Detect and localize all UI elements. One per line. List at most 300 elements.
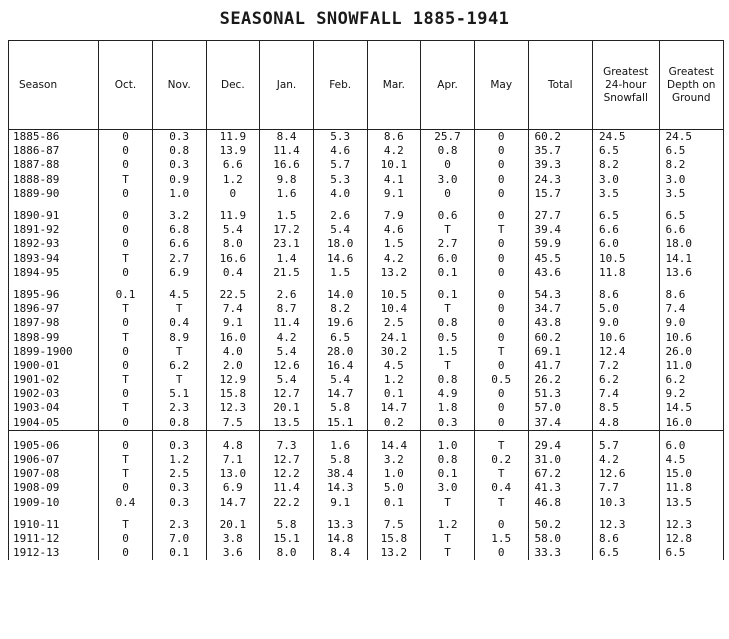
table-row	[9, 453, 724, 467]
cell-greatest-24-hour: 10.3	[592, 496, 659, 510]
cell-total: 51.3	[528, 387, 592, 401]
cell-mar: 13.2	[367, 546, 421, 560]
cell-season: 1895-96	[9, 288, 99, 302]
cell-greatest-depth: 6.5	[659, 209, 724, 223]
spacer-cell	[9, 201, 99, 209]
cell-oct: 0	[99, 359, 153, 373]
spacer-cell	[99, 201, 153, 209]
spacer-cell	[421, 510, 475, 518]
cell-nov: 0.8	[152, 144, 206, 158]
cell-nov: 6.2	[152, 359, 206, 373]
header-greatest-24-line2: 24-hour	[605, 78, 647, 91]
header-depth-line1: Greatest	[668, 65, 714, 78]
cell-may: 0	[474, 330, 528, 344]
spacer-cell	[99, 430, 153, 439]
cell-nov: 0.9	[152, 173, 206, 187]
cell-may: 0	[474, 158, 528, 172]
cell-nov: 2.7	[152, 252, 206, 266]
cell-total: 54.3	[528, 288, 592, 302]
cell-jan: 13.5	[260, 416, 314, 431]
cell-season: 1886-87	[9, 144, 99, 158]
cell-total: 58.0	[528, 532, 592, 546]
spacer-cell	[313, 430, 367, 439]
table-row	[9, 252, 724, 266]
cell-jan: 8.4	[260, 130, 314, 145]
cell-nov: 0.3	[152, 158, 206, 172]
cell-greatest-24-hour: 3.0	[592, 173, 659, 187]
cell-apr: 2.7	[421, 237, 475, 251]
cell-jan: 16.6	[260, 158, 314, 172]
cell-jan: 5.4	[260, 345, 314, 359]
cell-apr: 3.0	[421, 481, 475, 495]
cell-greatest-24-hour: 5.7	[592, 439, 659, 453]
cell-greatest-depth: 12.3	[659, 518, 724, 532]
header-greatest-24-hour	[592, 41, 659, 130]
cell-apr: T	[421, 532, 475, 546]
spacer-cell	[260, 510, 314, 518]
cell-greatest-24-hour: 12.4	[592, 345, 659, 359]
cell-feb: 16.4	[313, 359, 367, 373]
cell-total: 39.3	[528, 158, 592, 172]
cell-may: 0.2	[474, 453, 528, 467]
cell-total: 35.7	[528, 144, 592, 158]
cell-feb: 5.7	[313, 158, 367, 172]
cell-greatest-24-hour: 8.2	[592, 158, 659, 172]
cell-jan: 2.6	[260, 288, 314, 302]
cell-mar: 1.0	[367, 467, 421, 481]
cell-apr: 1.5	[421, 345, 475, 359]
table-row	[9, 302, 724, 316]
spacer-cell	[421, 280, 475, 288]
cell-mar: 4.5	[367, 359, 421, 373]
cell-apr: T	[421, 546, 475, 560]
cell-may: 0	[474, 316, 528, 330]
cell-nov: 0.3	[152, 130, 206, 145]
cell-greatest-depth: 14.1	[659, 252, 724, 266]
cell-apr: 25.7	[421, 130, 475, 145]
cell-jan: 11.4	[260, 481, 314, 495]
spacer-cell	[367, 430, 421, 439]
cell-season: 1903-04	[9, 401, 99, 415]
cell-may: 0	[474, 187, 528, 201]
cell-greatest-24-hour: 10.6	[592, 330, 659, 344]
cell-feb: 8.2	[313, 302, 367, 316]
cell-oct: 0.1	[99, 288, 153, 302]
cell-total: 37.4	[528, 416, 592, 431]
spacer-cell	[313, 280, 367, 288]
table-row	[9, 316, 724, 330]
header-dec: Dec.	[206, 41, 260, 130]
cell-jan: 15.1	[260, 532, 314, 546]
cell-total: 39.4	[528, 223, 592, 237]
table-row	[9, 401, 724, 415]
spacer-cell	[659, 430, 724, 439]
cell-nov: 0.1	[152, 546, 206, 560]
group-spacer-row	[9, 201, 724, 209]
spacer-cell	[659, 510, 724, 518]
cell-jan: 7.3	[260, 439, 314, 453]
cell-dec: 0.4	[206, 266, 260, 280]
cell-greatest-24-hour: 6.2	[592, 373, 659, 387]
cell-oct: 0	[99, 187, 153, 201]
cell-jan: 5.4	[260, 373, 314, 387]
cell-dec: 13.0	[206, 467, 260, 481]
header-greatest-depth	[659, 41, 724, 130]
cell-greatest-24-hour: 9.0	[592, 316, 659, 330]
cell-nov: 1.2	[152, 453, 206, 467]
table-row	[9, 187, 724, 201]
cell-jan: 20.1	[260, 401, 314, 415]
header-nov: Nov.	[152, 41, 206, 130]
table-row	[9, 546, 724, 560]
cell-jan: 22.2	[260, 496, 314, 510]
cell-feb: 14.3	[313, 481, 367, 495]
cell-season: 1906-07	[9, 453, 99, 467]
cell-greatest-depth: 3.5	[659, 187, 724, 201]
spacer-cell	[206, 280, 260, 288]
header-may: May	[474, 41, 528, 130]
cell-feb: 14.7	[313, 387, 367, 401]
cell-total: 33.3	[528, 546, 592, 560]
header-jan: Jan.	[260, 41, 314, 130]
cell-nov: 3.2	[152, 209, 206, 223]
cell-dec: 15.8	[206, 387, 260, 401]
cell-total: 57.0	[528, 401, 592, 415]
cell-season: 1887-88	[9, 158, 99, 172]
table-row	[9, 288, 724, 302]
cell-nov: T	[152, 345, 206, 359]
spacer-cell	[592, 510, 659, 518]
cell-dec: 7.4	[206, 302, 260, 316]
cell-apr: T	[421, 496, 475, 510]
cell-season: 1896-97	[9, 302, 99, 316]
cell-may: 0	[474, 288, 528, 302]
cell-apr: 0	[421, 158, 475, 172]
cell-jan: 23.1	[260, 237, 314, 251]
table-row	[9, 496, 724, 510]
cell-may: 0	[474, 359, 528, 373]
cell-nov: 8.9	[152, 330, 206, 344]
cell-apr: 0.5	[421, 330, 475, 344]
cell-oct: T	[99, 373, 153, 387]
cell-greatest-depth: 9.2	[659, 387, 724, 401]
cell-nov: 0.3	[152, 481, 206, 495]
cell-dec: 16.6	[206, 252, 260, 266]
cell-dec: 4.0	[206, 345, 260, 359]
cell-oct: 0	[99, 144, 153, 158]
cell-oct: 0	[99, 345, 153, 359]
cell-nov: 6.8	[152, 223, 206, 237]
cell-may: 0	[474, 546, 528, 560]
cell-mar: 1.2	[367, 373, 421, 387]
cell-jan: 12.6	[260, 359, 314, 373]
cell-season: 1897-98	[9, 316, 99, 330]
cell-feb: 15.1	[313, 416, 367, 431]
cell-greatest-depth: 8.6	[659, 288, 724, 302]
spacer-cell	[206, 430, 260, 439]
cell-nov: 6.9	[152, 266, 206, 280]
cell-season: 1905-06	[9, 439, 99, 453]
cell-feb: 4.6	[313, 144, 367, 158]
header-oct: Oct.	[99, 41, 153, 130]
cell-season: 1912-13	[9, 546, 99, 560]
table-row	[9, 266, 724, 280]
page-title: SEASONAL SNOWFALL 1885-1941	[219, 9, 510, 29]
cell-mar: 5.0	[367, 481, 421, 495]
cell-mar: 4.6	[367, 223, 421, 237]
spacer-cell	[528, 201, 592, 209]
cell-total: 31.0	[528, 453, 592, 467]
table-row	[9, 173, 724, 187]
cell-apr: 1.2	[421, 518, 475, 532]
cell-nov: 2.5	[152, 467, 206, 481]
cell-mar: 13.2	[367, 266, 421, 280]
table-row	[9, 345, 724, 359]
cell-mar: 14.7	[367, 401, 421, 415]
cell-total: 50.2	[528, 518, 592, 532]
cell-dec: 14.7	[206, 496, 260, 510]
table-row	[9, 532, 724, 546]
cell-greatest-24-hour: 24.5	[592, 130, 659, 145]
cell-jan: 1.6	[260, 187, 314, 201]
cell-dec: 6.6	[206, 158, 260, 172]
cell-dec: 4.8	[206, 439, 260, 453]
cell-greatest-24-hour: 6.0	[592, 237, 659, 251]
table-row	[9, 223, 724, 237]
cell-greatest-depth: 26.0	[659, 345, 724, 359]
cell-dec: 11.9	[206, 209, 260, 223]
cell-oct: 0	[99, 439, 153, 453]
cell-mar: 1.5	[367, 237, 421, 251]
cell-mar: 9.1	[367, 187, 421, 201]
cell-greatest-depth: 6.2	[659, 373, 724, 387]
cell-feb: 18.0	[313, 237, 367, 251]
cell-greatest-depth: 6.5	[659, 144, 724, 158]
header-mar: Mar.	[367, 41, 421, 130]
cell-feb: 14.0	[313, 288, 367, 302]
cell-oct: T	[99, 518, 153, 532]
cell-nov: T	[152, 373, 206, 387]
cell-nov: T	[152, 302, 206, 316]
cell-greatest-24-hour: 3.5	[592, 187, 659, 201]
group-spacer-row	[9, 510, 724, 518]
cell-dec: 12.3	[206, 401, 260, 415]
cell-total: 69.1	[528, 345, 592, 359]
cell-nov: 0.3	[152, 496, 206, 510]
cell-apr: 1.0	[421, 439, 475, 453]
cell-greatest-depth: 10.6	[659, 330, 724, 344]
cell-mar: 10.4	[367, 302, 421, 316]
spacer-cell	[367, 280, 421, 288]
cell-apr: 0.1	[421, 288, 475, 302]
table-row	[9, 518, 724, 532]
spacer-cell	[421, 201, 475, 209]
header-total: Total	[528, 41, 592, 130]
spacer-cell	[260, 201, 314, 209]
cell-nov: 6.6	[152, 237, 206, 251]
cell-oct: 0	[99, 546, 153, 560]
cell-oct: 0	[99, 481, 153, 495]
cell-apr: 3.0	[421, 173, 475, 187]
spacer-cell	[9, 280, 99, 288]
cell-season: 1910-11	[9, 518, 99, 532]
cell-may: T	[474, 223, 528, 237]
cell-mar: 4.1	[367, 173, 421, 187]
cell-apr: 0.6	[421, 209, 475, 223]
spacer-cell	[421, 430, 475, 439]
cell-dec: 1.2	[206, 173, 260, 187]
cell-oct: 0	[99, 387, 153, 401]
cell-total: 60.2	[528, 330, 592, 344]
table-row	[9, 359, 724, 373]
cell-greatest-24-hour: 12.6	[592, 467, 659, 481]
table-row	[9, 144, 724, 158]
cell-nov: 0.4	[152, 316, 206, 330]
cell-mar: 8.6	[367, 130, 421, 145]
cell-apr: T	[421, 302, 475, 316]
cell-dec: 9.1	[206, 316, 260, 330]
cell-may: 0	[474, 387, 528, 401]
cell-jan: 21.5	[260, 266, 314, 280]
cell-dec: 5.4	[206, 223, 260, 237]
cell-apr: 0.8	[421, 144, 475, 158]
table-row	[9, 481, 724, 495]
cell-season: 1899-1900	[9, 345, 99, 359]
cell-greatest-depth: 16.0	[659, 416, 724, 431]
cell-feb: 14.6	[313, 252, 367, 266]
cell-total: 46.8	[528, 496, 592, 510]
cell-oct: 0	[99, 237, 153, 251]
cell-may: T	[474, 496, 528, 510]
cell-feb: 5.3	[313, 173, 367, 187]
cell-oct: 0	[99, 316, 153, 330]
cell-dec: 20.1	[206, 518, 260, 532]
cell-mar: 7.5	[367, 518, 421, 532]
cell-dec: 7.1	[206, 453, 260, 467]
cell-total: 27.7	[528, 209, 592, 223]
cell-feb: 6.5	[313, 330, 367, 344]
header-apr: Apr.	[421, 41, 475, 130]
cell-greatest-24-hour: 7.7	[592, 481, 659, 495]
header-greatest-24-line3: Snowfall	[603, 91, 648, 104]
cell-jan: 8.7	[260, 302, 314, 316]
table-body	[9, 130, 724, 561]
cell-dec: 6.9	[206, 481, 260, 495]
cell-greatest-depth: 24.5	[659, 130, 724, 145]
table-row	[9, 439, 724, 453]
cell-dec: 2.0	[206, 359, 260, 373]
cell-total: 24.3	[528, 173, 592, 187]
cell-mar: 30.2	[367, 345, 421, 359]
header-depth-line3: Ground	[671, 91, 711, 104]
spacer-cell	[659, 280, 724, 288]
spacer-cell	[592, 430, 659, 439]
cell-feb: 5.8	[313, 453, 367, 467]
cell-greatest-depth: 3.0	[659, 173, 724, 187]
cell-greatest-depth: 14.5	[659, 401, 724, 415]
cell-apr: 0.8	[421, 373, 475, 387]
cell-nov: 2.3	[152, 518, 206, 532]
cell-season: 1898-99	[9, 330, 99, 344]
cell-feb: 9.1	[313, 496, 367, 510]
spacer-cell	[474, 510, 528, 518]
spacer-cell	[592, 201, 659, 209]
cell-greatest-depth: 4.5	[659, 453, 724, 467]
cell-may: T	[474, 439, 528, 453]
cell-dec: 8.0	[206, 237, 260, 251]
cell-greatest-depth: 6.6	[659, 223, 724, 237]
cell-greatest-depth: 11.0	[659, 359, 724, 373]
cell-season: 1894-95	[9, 266, 99, 280]
cell-may: 0	[474, 237, 528, 251]
cell-oct: T	[99, 302, 153, 316]
spacer-cell	[474, 280, 528, 288]
cell-apr: 0.8	[421, 316, 475, 330]
cell-greatest-24-hour: 12.3	[592, 518, 659, 532]
cell-total: 43.8	[528, 316, 592, 330]
cell-apr: 1.8	[421, 401, 475, 415]
cell-season: 1890-91	[9, 209, 99, 223]
spacer-cell	[152, 201, 206, 209]
cell-may: 0	[474, 416, 528, 431]
cell-greatest-depth: 9.0	[659, 316, 724, 330]
cell-greatest-depth: 11.8	[659, 481, 724, 495]
cell-nov: 0.3	[152, 439, 206, 453]
cell-greatest-24-hour: 4.2	[592, 453, 659, 467]
cell-jan: 12.2	[260, 467, 314, 481]
cell-total: 29.4	[528, 439, 592, 453]
cell-total: 41.3	[528, 481, 592, 495]
header-depth-line2: Depth on	[667, 78, 716, 91]
group-spacer-row	[9, 280, 724, 288]
cell-season: 1907-08	[9, 467, 99, 481]
snowfall-table	[8, 40, 724, 560]
cell-greatest-24-hour: 10.5	[592, 252, 659, 266]
cell-may: T	[474, 345, 528, 359]
cell-apr: 0.1	[421, 467, 475, 481]
spacer-cell	[592, 280, 659, 288]
cell-greatest-24-hour: 7.2	[592, 359, 659, 373]
cell-jan: 4.2	[260, 330, 314, 344]
header-feb: Feb.	[313, 41, 367, 130]
cell-feb: 14.8	[313, 532, 367, 546]
cell-jan: 11.4	[260, 144, 314, 158]
cell-jan: 12.7	[260, 387, 314, 401]
cell-total: 67.2	[528, 467, 592, 481]
cell-mar: 0.1	[367, 496, 421, 510]
cell-mar: 4.2	[367, 144, 421, 158]
table-row	[9, 130, 724, 145]
page-crop-edge	[0, 629, 729, 639]
cell-oct: T	[99, 173, 153, 187]
cell-season: 1901-02	[9, 373, 99, 387]
cell-apr: T	[421, 223, 475, 237]
cell-mar: 10.5	[367, 288, 421, 302]
cell-greatest-depth: 8.2	[659, 158, 724, 172]
table-row	[9, 209, 724, 223]
spacer-cell	[99, 280, 153, 288]
cell-greatest-depth: 7.4	[659, 302, 724, 316]
cell-apr: 4.9	[421, 387, 475, 401]
cell-greatest-24-hour: 5.0	[592, 302, 659, 316]
cell-mar: 3.2	[367, 453, 421, 467]
cell-greatest-depth: 6.5	[659, 546, 724, 560]
cell-oct: 0	[99, 130, 153, 145]
cell-jan: 12.7	[260, 453, 314, 467]
cell-season: 1911-12	[9, 532, 99, 546]
cell-dec: 7.5	[206, 416, 260, 431]
cell-feb: 4.0	[313, 187, 367, 201]
